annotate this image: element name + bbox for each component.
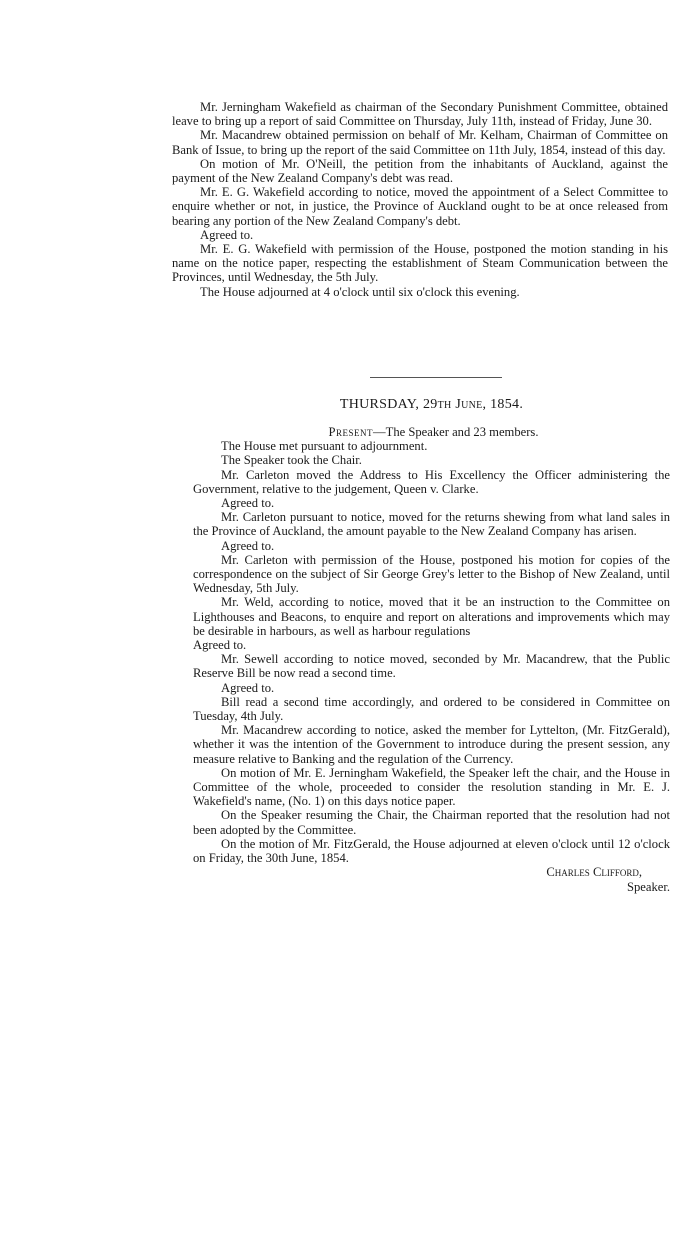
paragraph: Mr. Carleton with permission of the House, postponed his motion for copies of the correspondence on the subject of Sir George Grey's letter to the Bishop of New Zealand, until Wednesday, 5th July.: [193, 552, 670, 596]
paragraph: Mr. E. G. Wakefield with permission of the House, postponed the motion standing in his name on the notice paper, respecting the establishment of Steam Communication between the Provinces, until Wednesday, the 5th July.: [172, 242, 668, 285]
paragraph: Mr. Jerningham Wakefield as chairman of the Secondary Punishment Committee, obtained leave to bring up a report of said Committee on Thursday, July 11th, instead of Friday, June 30.: [172, 100, 668, 129]
paragraph: Agreed to.: [193, 638, 247, 653]
signature-name: Charles Clifford,: [546, 865, 642, 880]
present-text: —The Speaker and 23 members.: [373, 425, 539, 439]
paragraph: Mr. Macandrew according to notice, asked the member for Lyttelton, (Mr. FitzGerald), whether it was the intention of the Government to introduce during the present session, any measure relative to Banking and the regulation of the Currency.: [193, 723, 670, 766]
paragraph: Bill read a second time accordingly, and ordered to be considered in Committee on Tuesday, 4th July.: [193, 694, 670, 724]
paragraph: Mr. Weld, according to notice, moved that it be an instruction to the Committee on Lighthouses and Beacons, to enquire and report on alterations and improvements which may be desirable in harbours, as well as harbour regulations: [193, 595, 670, 638]
present-label: Present: [328, 425, 374, 439]
paragraph: Mr. Macandrew obtained permission on behalf of Mr. Kelham, Chairman of Committee on Bank of Issue, to bring up the report of the said Committee on 11th July, 1854, instead of this day.: [172, 128, 668, 157]
date-heading: [193, 397, 670, 413]
signature-title: Speaker.: [626, 879, 670, 894]
paragraph: Mr. Sewell according to notice moved, seconded by Mr. Macandrew, that the Public Reserve Bill be now read a second time.: [193, 652, 670, 681]
paragraph: Agreed to.: [200, 227, 254, 242]
paragraph: On the motion of Mr. FitzGerald, the House adjourned at eleven o'clock until 12 o'clock on Friday, the 30th June, 1854.: [193, 836, 670, 866]
paragraph: Agreed to.: [221, 680, 275, 695]
paragraph: The Speaker took the Chair.: [221, 453, 362, 468]
paragraph: Agreed to.: [221, 496, 275, 511]
paragraph: Mr. E. G. Wakefield according to notice, moved the appointment of a Select Committee to enquire whether or not, in justice, the Province of Auckland ought to be at once released from bearing any portion of the New Zealand Company's debt.: [172, 185, 668, 228]
section-thursday-minutes: [193, 425, 670, 894]
section-divider: [370, 377, 502, 378]
paragraph: Agreed to.: [221, 538, 275, 553]
paragraph: The House met pursuant to adjournment.: [221, 439, 428, 454]
heading-month: June: [451, 397, 483, 412]
paragraph: On motion of Mr. O'Neill, the petition from the inhabitants of Auckland, against the payment of the New Zealand Company's debt was read.: [172, 156, 668, 186]
heading-day: THURSDAY, 29: [339, 397, 438, 412]
paragraph: Mr. Carleton moved the Address to His Excellency the Officer administering the Government, relative to the judgement, Queen v. Clarke.: [193, 467, 670, 496]
heading-year: , 1854.: [482, 397, 524, 412]
heading-ordinal: th: [437, 397, 452, 412]
paragraph: The House adjourned at 4 o'clock until six o'clock this evening.: [200, 284, 520, 299]
paragraph: On the Speaker resuming the Chair, the Chairman reported that the resolution had not been adopted by the Committee.: [193, 808, 670, 837]
paragraph: Mr. Carleton pursuant to notice, moved for the returns shewing from what land sales in the Province of Auckland, the amount payable to the New Zealand Company has arisen.: [193, 510, 670, 539]
present-line: [193, 425, 670, 439]
section-minutes-continued: [172, 100, 668, 299]
paragraph: On motion of Mr. E. Jerningham Wakefield, the Speaker left the chair, and the House in Committee of the whole, proceeded to consider the resolution standing in Mr. E. J. Wakefield's name, (No. 1) on this days notice paper.: [193, 765, 670, 809]
